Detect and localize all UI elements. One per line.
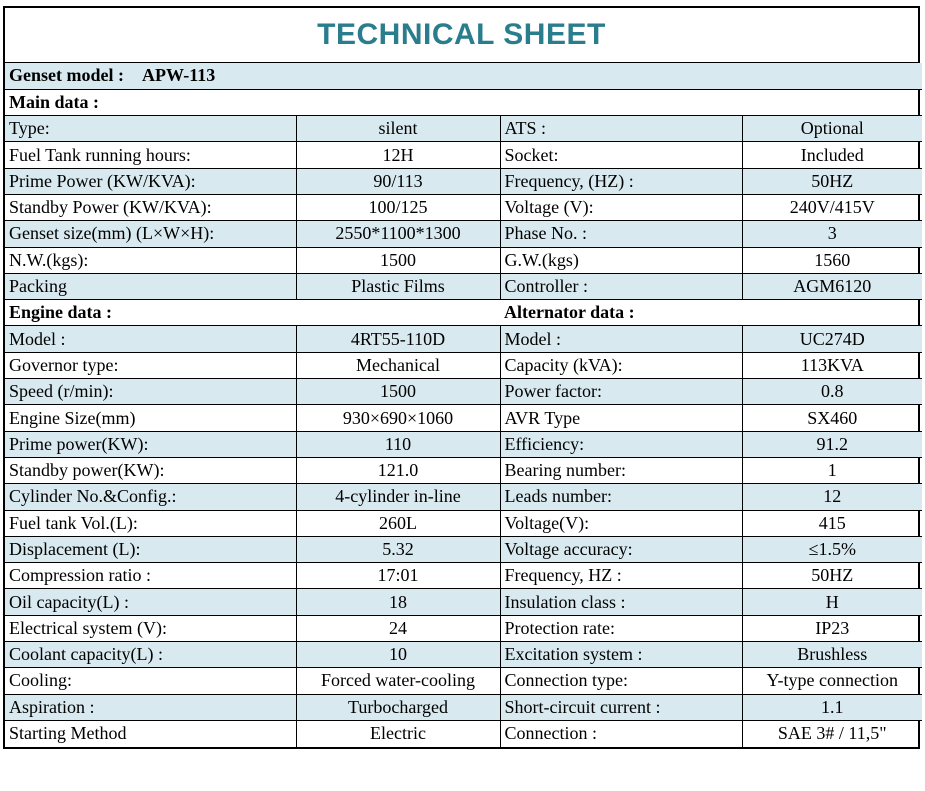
- spec-value: 12: [742, 484, 922, 510]
- spec-label: Capacity (kVA):: [500, 352, 742, 378]
- spec-value: H: [742, 589, 922, 615]
- table-row: [5, 405, 922, 431]
- technical-sheet: [3, 6, 920, 749]
- table-row: [5, 194, 922, 220]
- spec-value: 113KVA: [742, 352, 922, 378]
- spec-value: 930×690×1060: [296, 405, 500, 431]
- spec-value: 110: [296, 431, 500, 457]
- spec-value: 1500: [296, 379, 500, 405]
- spec-value: 260L: [296, 510, 500, 536]
- spec-label: Displacement (L):: [5, 536, 296, 562]
- genset-model-value: APW-113: [141, 65, 216, 86]
- table-row: [5, 168, 922, 194]
- spec-value: 3: [742, 221, 922, 247]
- spec-value: 121.0: [296, 457, 500, 483]
- spec-value: silent: [296, 116, 500, 142]
- spec-label: Efficiency:: [500, 431, 742, 457]
- spec-label: Cooling:: [5, 668, 296, 694]
- spec-label: N.W.(kgs):: [5, 247, 296, 273]
- spec-label: Connection type:: [500, 668, 742, 694]
- spec-label: Fuel tank Vol.(L):: [5, 510, 296, 536]
- spec-label: Packing: [5, 273, 296, 299]
- spec-label: Standby power(KW):: [5, 457, 296, 483]
- table-row: [5, 221, 922, 247]
- spec-value: 4-cylinder in-line: [296, 484, 500, 510]
- spec-value: 50HZ: [742, 563, 922, 589]
- spec-label: Short-circuit current :: [500, 694, 742, 720]
- table-row: [5, 273, 922, 299]
- spec-value: 10: [296, 642, 500, 668]
- spec-value: 1500: [296, 247, 500, 273]
- table-row: [5, 484, 922, 510]
- spec-value: Forced water-cooling: [296, 668, 500, 694]
- spec-value: AGM6120: [742, 273, 922, 299]
- spec-label: Excitation system :: [500, 642, 742, 668]
- spec-label: Connection :: [500, 720, 742, 746]
- spec-value: Mechanical: [296, 352, 500, 378]
- table-row: [5, 668, 922, 694]
- spec-value: 1560: [742, 247, 922, 273]
- spec-label: Voltage(V):: [500, 510, 742, 536]
- spec-label: Prime power(KW):: [5, 431, 296, 457]
- spec-value: 12H: [296, 142, 500, 168]
- table-row: [5, 589, 922, 615]
- spec-value: 2550*1100*1300: [296, 221, 500, 247]
- spec-label: Power factor:: [500, 379, 742, 405]
- table-row: [5, 615, 922, 641]
- spec-label: Voltage accuracy:: [500, 536, 742, 562]
- spec-label: Engine Size(mm): [5, 405, 296, 431]
- spec-value: SAE 3# / 11,5": [742, 720, 922, 746]
- spec-label: Model :: [5, 326, 296, 352]
- genset-model: [5, 63, 922, 89]
- spec-label: Phase No. :: [500, 221, 742, 247]
- table-row: [5, 694, 922, 720]
- table-row: [5, 431, 922, 457]
- spec-value: Brushless: [742, 642, 922, 668]
- spec-value: 24: [296, 615, 500, 641]
- spec-label: Type:: [5, 116, 296, 142]
- table-row: [5, 642, 922, 668]
- spec-label: Protection rate:: [500, 615, 742, 641]
- spec-label: Standby Power (KW/KVA):: [5, 194, 296, 220]
- spec-label: Starting Method: [5, 720, 296, 746]
- spec-label: Prime Power (KW/KVA):: [5, 168, 296, 194]
- engine-data-heading: Engine data :: [5, 300, 500, 326]
- spec-value: 100/125: [296, 194, 500, 220]
- section-heading-row: [5, 300, 922, 326]
- table-row: [5, 379, 922, 405]
- spec-label: AVR Type: [500, 405, 742, 431]
- spec-value: 17:01: [296, 563, 500, 589]
- spec-label: Oil capacity(L) :: [5, 589, 296, 615]
- spec-value: IP23: [742, 615, 922, 641]
- spec-label: Insulation class :: [500, 589, 742, 615]
- spec-value: Optional: [742, 116, 922, 142]
- spec-label: Controller :: [500, 273, 742, 299]
- spec-label: Speed (r/min):: [5, 379, 296, 405]
- main-data-heading-row: [5, 89, 922, 115]
- spec-value: Turbocharged: [296, 694, 500, 720]
- table-row: [5, 720, 922, 746]
- spec-value: ≤1.5%: [742, 536, 922, 562]
- spec-table: [5, 63, 922, 747]
- spec-value: Y-type connection: [742, 668, 922, 694]
- spec-label: Electrical system (V):: [5, 615, 296, 641]
- main-data-heading: Main data :: [5, 89, 922, 115]
- spec-value: SX460: [742, 405, 922, 431]
- spec-value: Plastic Films: [296, 273, 500, 299]
- spec-value: UC274D: [742, 326, 922, 352]
- table-row: [5, 536, 922, 562]
- spec-label: Fuel Tank running hours:: [5, 142, 296, 168]
- genset-model-label: Genset model :: [9, 65, 124, 86]
- spec-value: Included: [742, 142, 922, 168]
- spec-value: 90/113: [296, 168, 500, 194]
- table-row: [5, 457, 922, 483]
- spec-label: Governor type:: [5, 352, 296, 378]
- spec-value: 4RT55-110D: [296, 326, 500, 352]
- spec-label: Model :: [500, 326, 742, 352]
- table-row: [5, 510, 922, 536]
- table-row: [5, 563, 922, 589]
- spec-label: G.W.(kgs): [500, 247, 742, 273]
- spec-label: Socket:: [500, 142, 742, 168]
- genset-model-row: [5, 63, 922, 89]
- spec-label: Coolant capacity(L) :: [5, 642, 296, 668]
- spec-label: Frequency, (HZ) :: [500, 168, 742, 194]
- spec-label: Genset size(mm) (L×W×H):: [5, 221, 296, 247]
- spec-value: 1.1: [742, 694, 922, 720]
- spec-label: Voltage (V):: [500, 194, 742, 220]
- spec-value: 50HZ: [742, 168, 922, 194]
- spec-label: Leads number:: [500, 484, 742, 510]
- spec-value: 1: [742, 457, 922, 483]
- spec-label: Compression ratio :: [5, 563, 296, 589]
- spec-value: 0.8: [742, 379, 922, 405]
- spec-label: Aspiration :: [5, 694, 296, 720]
- spec-label: ATS :: [500, 116, 742, 142]
- spec-value: 240V/415V: [742, 194, 922, 220]
- table-row: [5, 142, 922, 168]
- spec-value: 5.32: [296, 536, 500, 562]
- spec-label: Bearing number:: [500, 457, 742, 483]
- spec-value: 18: [296, 589, 500, 615]
- spec-value: 415: [742, 510, 922, 536]
- page-title: TECHNICAL SHEET: [5, 8, 918, 63]
- spec-label: Frequency, HZ :: [500, 563, 742, 589]
- table-row: [5, 326, 922, 352]
- spec-label: Cylinder No.&Config.:: [5, 484, 296, 510]
- spec-value: 91.2: [742, 431, 922, 457]
- spec-value: Electric: [296, 720, 500, 746]
- alternator-data-heading: Alternator data :: [500, 300, 922, 326]
- table-row: [5, 247, 922, 273]
- table-row: [5, 352, 922, 378]
- table-row: [5, 116, 922, 142]
